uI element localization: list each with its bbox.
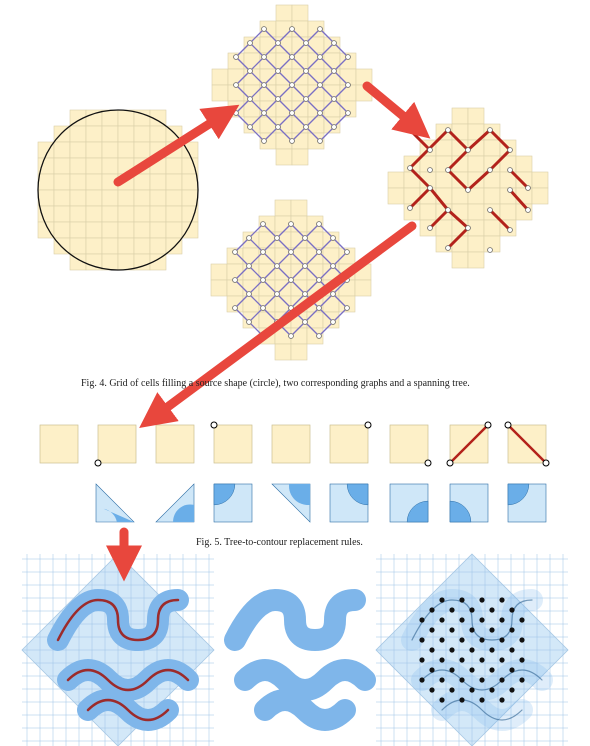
- grid-cell: [102, 254, 118, 270]
- tree-node: [488, 248, 493, 253]
- grid-node: [489, 687, 494, 692]
- grid-node: [459, 637, 464, 642]
- tree-node: [466, 148, 471, 153]
- grid-node: [479, 657, 484, 662]
- grid-cell: [102, 206, 118, 222]
- grid-cell: [468, 156, 484, 172]
- graph-node: [346, 83, 351, 88]
- grid-cell: [134, 206, 150, 222]
- grid-node: [509, 667, 514, 672]
- graph-node: [248, 97, 253, 102]
- graph-node: [289, 334, 294, 339]
- grid-node: [519, 677, 524, 682]
- corner-node: [211, 422, 217, 428]
- grid-cell: [86, 174, 102, 190]
- grid-node: [429, 667, 434, 672]
- tree-node: [408, 166, 413, 171]
- graph-node: [304, 97, 309, 102]
- grid-node: [519, 657, 524, 662]
- figure-4-caption: Fig. 4. Grid of cells filling a source shape (circle), two corresponding graphs and a spanning tree.: [81, 378, 470, 389]
- grid-cell: [516, 188, 532, 204]
- tree-node: [488, 208, 493, 213]
- graph-node: [289, 222, 294, 227]
- grid-node: [439, 657, 444, 662]
- grid-node: [509, 627, 514, 632]
- rule-bottom-3: [214, 484, 252, 522]
- graph-node: [247, 264, 252, 269]
- grid-node: [429, 647, 434, 652]
- grid-cell: [118, 238, 134, 254]
- rule-top-5: [272, 425, 310, 463]
- grid-node: [499, 597, 504, 602]
- graph-node: [304, 41, 309, 46]
- grid-node: [479, 697, 484, 702]
- grid-cell: [484, 140, 500, 156]
- grid-cell: [102, 190, 118, 206]
- tree-node: [488, 128, 493, 133]
- grid-cell: [182, 190, 198, 206]
- grid-cell: [70, 222, 86, 238]
- grid-cell: [134, 222, 150, 238]
- tree-node: [508, 228, 513, 233]
- graph-node: [303, 320, 308, 325]
- grid-node: [499, 637, 504, 642]
- grid-cell: [166, 206, 182, 222]
- graph-node: [234, 83, 239, 88]
- grid-cell: [211, 280, 227, 296]
- corner-node: [505, 422, 511, 428]
- graph-node: [317, 222, 322, 227]
- tree-node: [428, 168, 433, 173]
- rule-cell: [98, 425, 136, 463]
- graph-node: [233, 278, 238, 283]
- rule-cell: [40, 425, 78, 463]
- corner-node: [543, 460, 549, 466]
- grid-cell: [134, 238, 150, 254]
- tree-node: [446, 168, 451, 173]
- grid-node: [469, 647, 474, 652]
- graph-node: [331, 292, 336, 297]
- graph-node: [261, 278, 266, 283]
- grid-node: [499, 677, 504, 682]
- grid-cell: [134, 174, 150, 190]
- grid-node: [429, 627, 434, 632]
- grid-cell: [86, 206, 102, 222]
- tree-node: [508, 148, 513, 153]
- grid-cell: [150, 174, 166, 190]
- tree-node: [408, 206, 413, 211]
- grid-cell: [118, 254, 134, 270]
- grid-node: [499, 657, 504, 662]
- graph-node: [262, 27, 267, 32]
- corner-node: [95, 460, 101, 466]
- graph-node: [332, 125, 337, 130]
- rule-top-7: [390, 425, 431, 466]
- contour-tube: [235, 600, 365, 720]
- grid-node: [439, 597, 444, 602]
- grid-cell: [54, 206, 70, 222]
- graph-node: [318, 111, 323, 116]
- grid-cell: [292, 5, 308, 21]
- corner-node: [447, 460, 453, 466]
- graph-node: [233, 306, 238, 311]
- grid-node: [479, 637, 484, 642]
- rule-bottom-6: [390, 484, 428, 522]
- grid-node: [469, 667, 474, 672]
- grid-node: [499, 617, 504, 622]
- grid-cell: [292, 149, 308, 165]
- arrows-layer: [118, 86, 420, 568]
- graph-node: [290, 139, 295, 144]
- grid-node: [459, 697, 464, 702]
- grid-cell: [70, 190, 86, 206]
- grid-cell: [102, 238, 118, 254]
- grid-node: [459, 657, 464, 662]
- graph-node: [345, 306, 350, 311]
- grid-cell: [54, 222, 70, 238]
- graph-node: [332, 97, 337, 102]
- grid-cell: [436, 220, 452, 236]
- graph-node: [275, 264, 280, 269]
- grid-node: [469, 627, 474, 632]
- grid-cell: [150, 238, 166, 254]
- grid-node: [439, 677, 444, 682]
- graph-node: [318, 55, 323, 60]
- grid-cell: [468, 204, 484, 220]
- grid-cell: [54, 174, 70, 190]
- graph-node: [234, 55, 239, 60]
- grid-cell: [468, 172, 484, 188]
- grid-cell: [436, 172, 452, 188]
- figure-5: [40, 422, 549, 522]
- grid-cell: [118, 142, 134, 158]
- grid-cell: [484, 220, 500, 236]
- grid-cell: [134, 142, 150, 158]
- graph-node: [318, 139, 323, 144]
- grid-node: [419, 657, 424, 662]
- tree-node: [526, 186, 531, 191]
- grid-node: [439, 697, 444, 702]
- grid-cell: [212, 69, 228, 85]
- grid-node: [479, 677, 484, 682]
- graph-node: [289, 250, 294, 255]
- graph-node: [331, 320, 336, 325]
- grid-cell: [291, 344, 307, 360]
- tree-node: [526, 208, 531, 213]
- grid-cell: [500, 204, 516, 220]
- rule-cell: [272, 425, 310, 463]
- tree-node: [508, 168, 513, 173]
- grid-cell: [275, 344, 291, 360]
- grid-cell: [420, 204, 436, 220]
- grid-cell: [86, 142, 102, 158]
- grid-cell: [118, 222, 134, 238]
- graph-node: [275, 292, 280, 297]
- grid-cell: [118, 206, 134, 222]
- grid-node: [499, 697, 504, 702]
- graph-node: [303, 292, 308, 297]
- rule-top-2: [95, 425, 136, 466]
- grid-cell: [166, 190, 182, 206]
- rule-top-9: [505, 422, 549, 466]
- graph-node: [331, 236, 336, 241]
- grid-cell: [70, 206, 86, 222]
- graph-node: [262, 83, 267, 88]
- tree-node: [446, 128, 451, 133]
- grid-node: [509, 687, 514, 692]
- grid-cell: [484, 188, 500, 204]
- graph-node: [290, 55, 295, 60]
- grid-cell: [38, 174, 54, 190]
- grid-cell: [70, 126, 86, 142]
- rule-top-8: [447, 422, 491, 466]
- graph-node: [234, 111, 239, 116]
- grid-node: [449, 607, 454, 612]
- grid-node: [449, 667, 454, 672]
- arrow-graph-to-tree: [367, 86, 420, 130]
- rule-bottom-4: [272, 484, 310, 522]
- graph-node: [247, 292, 252, 297]
- grid-cell: [468, 236, 484, 252]
- graph-node: [303, 236, 308, 241]
- graph-node: [248, 125, 253, 130]
- grid-node: [509, 607, 514, 612]
- grid-cell: [166, 222, 182, 238]
- graph-node: [303, 264, 308, 269]
- grid-node: [489, 647, 494, 652]
- rule-top-4: [211, 422, 252, 463]
- grid-cell: [452, 108, 468, 124]
- rule-cell: [330, 425, 368, 463]
- grid-node: [439, 637, 444, 642]
- graph-node: [290, 27, 295, 32]
- graph-node: [248, 69, 253, 74]
- grid-cell: [102, 158, 118, 174]
- grid-node: [469, 687, 474, 692]
- grid-node: [429, 607, 434, 612]
- graph-node: [290, 83, 295, 88]
- graph-node: [261, 306, 266, 311]
- graph-node: [262, 139, 267, 144]
- graph-node: [261, 222, 266, 227]
- grid-cell: [134, 126, 150, 142]
- corner-node: [365, 422, 371, 428]
- graph-node: [346, 55, 351, 60]
- grid-node: [459, 677, 464, 682]
- tree-node: [446, 246, 451, 251]
- grid-cell: [134, 190, 150, 206]
- grid-cell: [102, 142, 118, 158]
- tree-node: [428, 226, 433, 231]
- grid-node: [459, 617, 464, 622]
- grid-cell: [276, 5, 292, 21]
- grid-cell: [516, 156, 532, 172]
- rule-cell: [390, 425, 428, 463]
- graph-node: [233, 250, 238, 255]
- graph-node: [304, 125, 309, 130]
- tree-node: [508, 188, 513, 193]
- grid-cell: [468, 252, 484, 268]
- graph-node: [289, 278, 294, 283]
- grid-node: [439, 617, 444, 622]
- grid-node: [519, 617, 524, 622]
- grid-cell: [275, 200, 291, 216]
- tree-node: [446, 208, 451, 213]
- grid-cell: [70, 142, 86, 158]
- grid-cell: [118, 190, 134, 206]
- tree-over-contour-panel: [22, 554, 214, 746]
- graph-node: [275, 236, 280, 241]
- grid-cell: [102, 110, 118, 126]
- grid-node: [419, 677, 424, 682]
- grid-cell: [212, 85, 228, 101]
- tree-node: [466, 226, 471, 231]
- rule-bottom-1: [96, 484, 134, 522]
- tree-node: [428, 186, 433, 191]
- contour-shape-panel: [235, 600, 365, 720]
- grid-cell: [118, 110, 134, 126]
- grid-node: [459, 597, 464, 602]
- grid-cell: [452, 236, 468, 252]
- grid-cell: [150, 126, 166, 142]
- grid-cell: [150, 222, 166, 238]
- corner-node: [425, 460, 431, 466]
- grid-cell: [211, 264, 227, 280]
- grid-cell: [102, 126, 118, 142]
- graph-node: [261, 250, 266, 255]
- grid-cell: [70, 174, 86, 190]
- graph-node: [276, 97, 281, 102]
- rule-top-3: [156, 425, 194, 463]
- grid-cell: [276, 149, 292, 165]
- rule-bottom-8: [508, 484, 546, 522]
- graph-node: [318, 27, 323, 32]
- grid-node: [419, 637, 424, 642]
- graph-node: [317, 278, 322, 283]
- grid-cell: [86, 126, 102, 142]
- graph-node: [332, 41, 337, 46]
- grid-cell: [118, 126, 134, 142]
- rule-top-1: [40, 425, 78, 463]
- grid-node: [479, 617, 484, 622]
- grid-cell: [182, 174, 198, 190]
- graph-node: [317, 250, 322, 255]
- grid-node: [449, 627, 454, 632]
- grid-node: [469, 607, 474, 612]
- grid-cell: [388, 188, 404, 204]
- graph-node: [331, 264, 336, 269]
- grid-cell: [355, 280, 371, 296]
- grid-cell: [532, 188, 548, 204]
- grid-cell: [86, 190, 102, 206]
- grid-cell: [86, 238, 102, 254]
- rule-bottom-7: [450, 484, 488, 522]
- grid-cell: [291, 200, 307, 216]
- graph-node: [247, 320, 252, 325]
- graph-node: [304, 69, 309, 74]
- grid-cell: [38, 190, 54, 206]
- grid-cell: [532, 172, 548, 188]
- rule-cell: [156, 425, 194, 463]
- grid-cell: [388, 172, 404, 188]
- graph-node: [276, 125, 281, 130]
- grid-cell: [150, 190, 166, 206]
- grid-cell: [166, 158, 182, 174]
- graph-node: [247, 236, 252, 241]
- grid-node: [509, 647, 514, 652]
- grid-cell: [70, 238, 86, 254]
- rule-bottom-5: [330, 484, 368, 522]
- graph-node: [290, 111, 295, 116]
- grid-node: [419, 617, 424, 622]
- grid-node: [429, 687, 434, 692]
- grid-node: [449, 647, 454, 652]
- rule-bottom-2: [156, 484, 194, 522]
- grid-node: [489, 607, 494, 612]
- contour-grid-panel: [376, 554, 568, 746]
- graph-node: [276, 41, 281, 46]
- figure-6: [22, 554, 568, 746]
- grid-node: [449, 687, 454, 692]
- graph-node: [317, 334, 322, 339]
- rule-top-6: [330, 422, 371, 463]
- tree-node: [428, 148, 433, 153]
- tree-node: [488, 168, 493, 173]
- graph-node: [262, 111, 267, 116]
- grid-cell: [54, 158, 70, 174]
- figure-5-caption: Fig. 5. Tree-to-contour replacement rules.: [196, 537, 363, 548]
- tree-node: [466, 188, 471, 193]
- grid-cell: [70, 158, 86, 174]
- circle-source-shape: [38, 110, 198, 270]
- grid-cell: [54, 142, 70, 158]
- rule-cell: [214, 425, 252, 463]
- grid-cell: [54, 190, 70, 206]
- grid-cell: [86, 158, 102, 174]
- graph-node: [248, 41, 253, 46]
- grid-node: [479, 597, 484, 602]
- grid-cell: [436, 140, 452, 156]
- grid-cell: [150, 206, 166, 222]
- graph-node: [262, 55, 267, 60]
- graph-node: [332, 69, 337, 74]
- grid-cell: [452, 252, 468, 268]
- graph-node: [346, 111, 351, 116]
- graph-node: [276, 69, 281, 74]
- grid-node: [519, 637, 524, 642]
- grid-cell: [86, 222, 102, 238]
- graph-node: [317, 306, 322, 311]
- grid-cell: [468, 108, 484, 124]
- graph-node: [318, 83, 323, 88]
- graph-node: [345, 250, 350, 255]
- grid-cell: [102, 222, 118, 238]
- grid-node: [489, 627, 494, 632]
- corner-node: [485, 422, 491, 428]
- grid-node: [489, 667, 494, 672]
- grid-cell: [166, 174, 182, 190]
